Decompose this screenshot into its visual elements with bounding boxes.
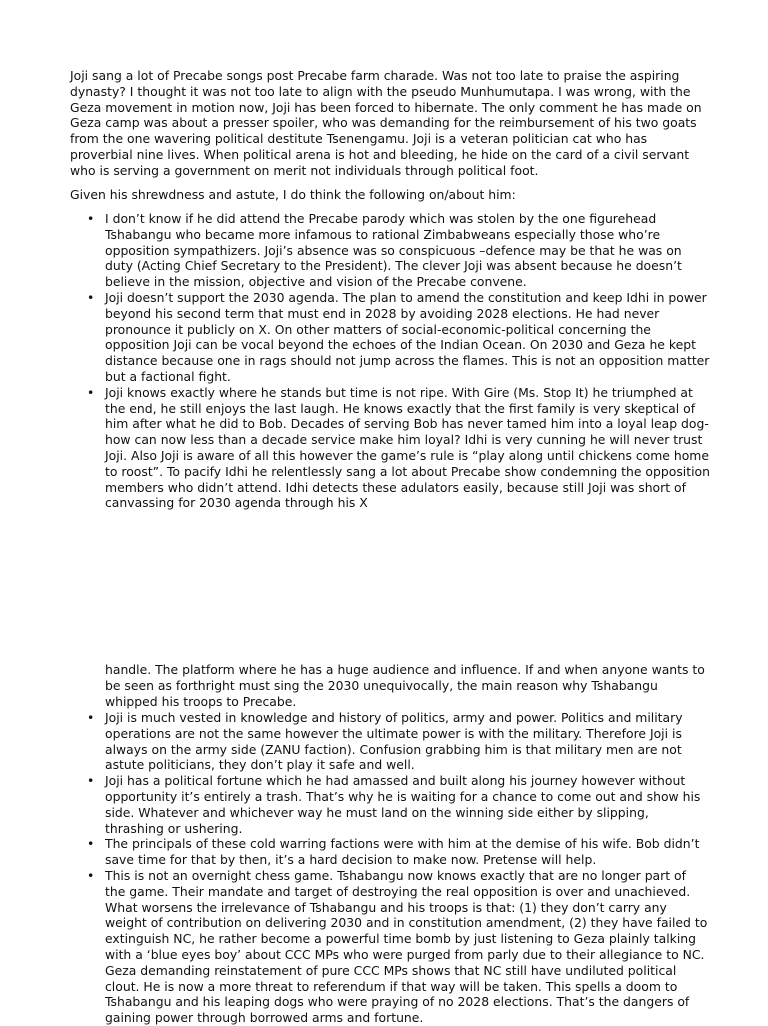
bullet-icon: •: [87, 867, 95, 883]
bullet-icon: •: [87, 211, 95, 226]
bullet-list-part-1: [70, 211, 710, 511]
bullet-text: Joji knows exactly where he stands but time is not ripe. With Gire (Ms. Stop It) he triumphed at the end, he still enjoys the last laugh. He knows exactly that the first family is very skeptical of him after what he did to Bob. Decades of serving Bob has never tamed him into a loyal leap dog- how can now less than a decade service make him loyal? Idhi is very cunning he will never trust Joji. Also Joji is aware of all this however the game’s rule is “play along until chickens come home to roost”. To pacify Idhi he relentlessly sang a lot about Precabe show condemning the opposition members who didn’t attend. Idhi detects these adulators easily, because still Joji was short of canvassing for 2030 agenda through his X: [105, 384, 710, 511]
bullet-list-part-2: [70, 710, 710, 1026]
bullet-item: [70, 868, 710, 1026]
bullet-text: The principals of these cold warring factions were with him at the demise of his wife. Bob didn’t save time for that by then, it’s a hard decision to make now. Pretense will help.: [105, 836, 700, 868]
bullet-item: [70, 773, 710, 836]
bullet-text: Joji is much vested in knowledge and history of politics, army and power. Politics and military operations are not the same however the ultimate power is with the military. Therefore Joji is always on the army side (ZANU faction). Confusion grabbing him is that military men are not astute politicians, they don’t play it safe and well.: [105, 710, 683, 773]
bullet-icon: •: [87, 384, 95, 400]
bullet-icon: •: [87, 289, 95, 305]
bullet-icon: •: [87, 836, 95, 852]
bullet-item: [70, 290, 710, 385]
intro-paragraph: Joji sang a lot of Precabe songs post Precabe farm charade. Was not too late to praise the aspiring dynasty? I thought it was not too late to align with the pseudo Munhumutapa. I was wrong, with the Geza movement in motion now, Joji has been forced to hibernate. The only comment he has made on Geza camp was about a presser spoiler, who was demanding for the reimbursement of his two goats from the one wavering political destitute Tsenengamu. Joji is a veteran politician cat who has proverbial nine lives. When political arena is hot and bleeding, he hide on the card of a civil servant who is serving a government on merit not individuals through political foot.: [70, 68, 702, 178]
bullet-text: I don’t know if he did attend the Precabe parody which was stolen by the one figurehead Tshabangu who became more infamous to rational Zimbabweans especially those who’re opposition sympathizers. Joji’s absence was so conspicuous –defence may be that he was on duty (Acting Chief Secretary to the President). The clever Joji was absent because he doesn’t believe in the mission, objective and vision of the Precabe convene.: [105, 211, 682, 290]
bullet-text: Joji has a political fortune which he had amassed and built along his journey however without opportunity it’s entirely a trash. That’s why he is waiting for a chance to come out and show his side. Whatever and whichever way he must land on the winning side either by slipping, thrashing or ushering.: [105, 773, 701, 836]
bullet-icon: •: [87, 710, 95, 725]
lead-in-sentence: Given his shrewdness and astute, I do think the following on/about him:: [70, 187, 516, 202]
bullet-item: [70, 385, 710, 511]
bullet-item: [70, 710, 710, 773]
bullet-text: This is not an overnight chess game. Tshabangu now knows exactly that are no longer part of the game. Their mandate and target of destroying the real opposition is over and unachieved. What worsens the irrelevance of Tshabangu and his troops is that: (1) they don’t carry any weight of contribution on delivering 2030 and in constitution amendment, (2) they have failed to extinguish NC, he rather become a powerful time bomb by just listening to Geza plainly talking with a ‘blue eyes boy’ about CCC MPs who were purged from parly due to their allegiance to NC. Geza demanding reinstatement of pure CCC MPs shows that NC still have undiluted political clout. He is now a more threat to referendum if that way will be taken. This spells a doom to Tshabangu and his leaping dogs who were praying of no 2028 elections. That’s the dangers of gaining power through borrowed arms and fortune.: [105, 867, 708, 1026]
bullet-item: [70, 211, 710, 290]
page-break-continuation-text: handle. The platform where he has a huge audience and influence. If and when anyone wants to be seen as forthright must sing the 2030 unequivocally, the main reason why Tshabangu whipped his troops to Precabe.: [105, 662, 705, 709]
bullet-item: [70, 836, 710, 868]
bullet-icon: •: [87, 773, 95, 789]
bullet-text: Joji doesn’t support the 2030 agenda. The plan to amend the constitution and keep Idhi in power beyond his second term that must end in 2028 by avoiding 2028 elections. He had never pronounce it publicly on X. On other matters of social-economic-political concerning the opposition Joji can be vocal beyond the echoes of the Indian Ocean. On 2030 and Geza he kept distance because one in rags should not jump across the flames. This is not an opposition matter but a factional fight.: [105, 289, 710, 384]
